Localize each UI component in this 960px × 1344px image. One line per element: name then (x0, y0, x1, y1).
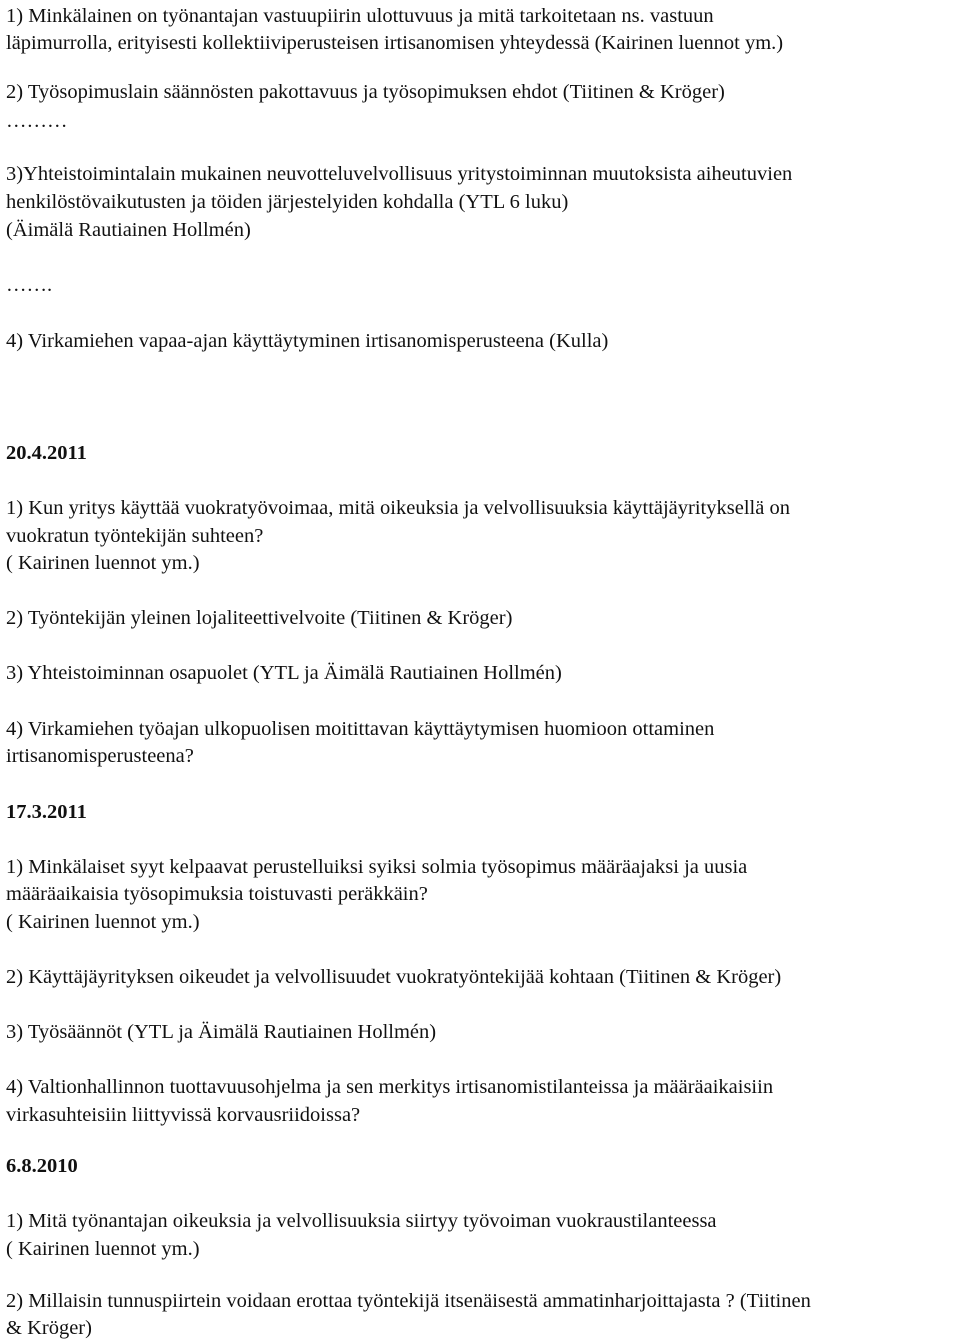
question-2-line-1: 2) Millaisin tunnuspiirtein voidaan erottaa työntekijä itsenäisestä ammatinharjoittajasta ? (Tiitinen (6, 1290, 811, 1312)
question-3-line-2: henkilöstövaikutusten ja töiden järjestelyiden kohdalla (YTL 6 luku) (6, 191, 569, 213)
exam-date-heading: 6.8.2010 (6, 1155, 78, 1177)
question-1-line-1: 1) Mitä työnantajan oikeuksia ja velvollisuuksia siirtyy työvoiman vuokraustilanteessa (6, 1210, 717, 1232)
question-1-line-2: vuokratun työntekijän suhteen? (6, 525, 264, 547)
question-4-line-2: irtisanomisperusteena? (6, 745, 194, 767)
question-1-line-2: määräaikaisia työsopimuksia toistuvasti peräkkäin? (6, 883, 428, 905)
question-3-line-1: 3)Yhteistoimintalain mukainen neuvotteluvelvollisuus yritystoiminnan muutoksista aiheutuvien (6, 163, 793, 185)
question-1-line-1: 1) Minkälainen on työnantajan vastuupiirin ulottuvuus ja mitä tarkoitetaan ns. vastuun (6, 5, 714, 27)
question-4: 4) Virkamiehen vapaa-ajan käyttäytyminen irtisanomisperusteena (Kulla) (6, 330, 609, 352)
ellipsis-separator: ……. (6, 274, 53, 296)
question-4-line-1: 4) Valtionhallinnon tuottavuusohjelma ja sen merkitys irtisanomistilanteissa ja määräaikaisiin (6, 1076, 774, 1098)
question-4-line-1: 4) Virkamiehen työajan ulkopuolisen moitittavan käyttäytymisen huomioon ottaminen (6, 718, 715, 740)
question-2-line-2: & Kröger) (6, 1317, 92, 1339)
question-1-line-2: ( Kairinen luennot ym.) (6, 1238, 200, 1260)
question-3-line-3: (Äimälä Rautiainen Hollmén) (6, 219, 251, 241)
question-1-line-2: läpimurrolla, erityisesti kollektiiviperusteisen irtisanomisen yhteydessä (Kairinen luennot ym.) (6, 32, 784, 54)
exam-date-heading: 20.4.2011 (6, 442, 87, 464)
question-3: 3) Työsäännöt (YTL ja Äimälä Rautiainen Hollmén) (6, 1021, 437, 1043)
question-3: 3) Yhteistoiminnan osapuolet (YTL ja Äimälä Rautiainen Hollmén) (6, 662, 562, 684)
question-1-line-3: ( Kairinen luennot ym.) (6, 911, 200, 933)
question-1-line-3: ( Kairinen luennot ym.) (6, 552, 200, 574)
question-1-line-1: 1) Minkälaiset syyt kelpaavat perustelluiksi syiksi solmia työsopimus määräajaksi ja uusia (6, 856, 748, 878)
question-2: 2) Työsopimuslain säännösten pakottavuus ja työsopimuksen ehdot (Tiitinen & Kröger) (6, 81, 725, 103)
exam-date-heading: 17.3.2011 (6, 801, 87, 823)
question-2: 2) Työntekijän yleinen lojaliteettivelvoite (Tiitinen & Kröger) (6, 607, 513, 629)
question-2: 2) Käyttäjäyrityksen oikeudet ja velvollisuudet vuokratyöntekijää kohtaan (Tiitinen & Kröger) (6, 966, 782, 988)
question-4-line-2: virkasuhteisiin liittyvissä korvausriidoissa? (6, 1104, 361, 1126)
ellipsis-separator: ……… (6, 110, 68, 132)
question-1-line-1: 1) Kun yritys käyttää vuokratyövoimaa, mitä oikeuksia ja velvollisuuksia käyttäjäyrityksellä on (6, 497, 790, 519)
